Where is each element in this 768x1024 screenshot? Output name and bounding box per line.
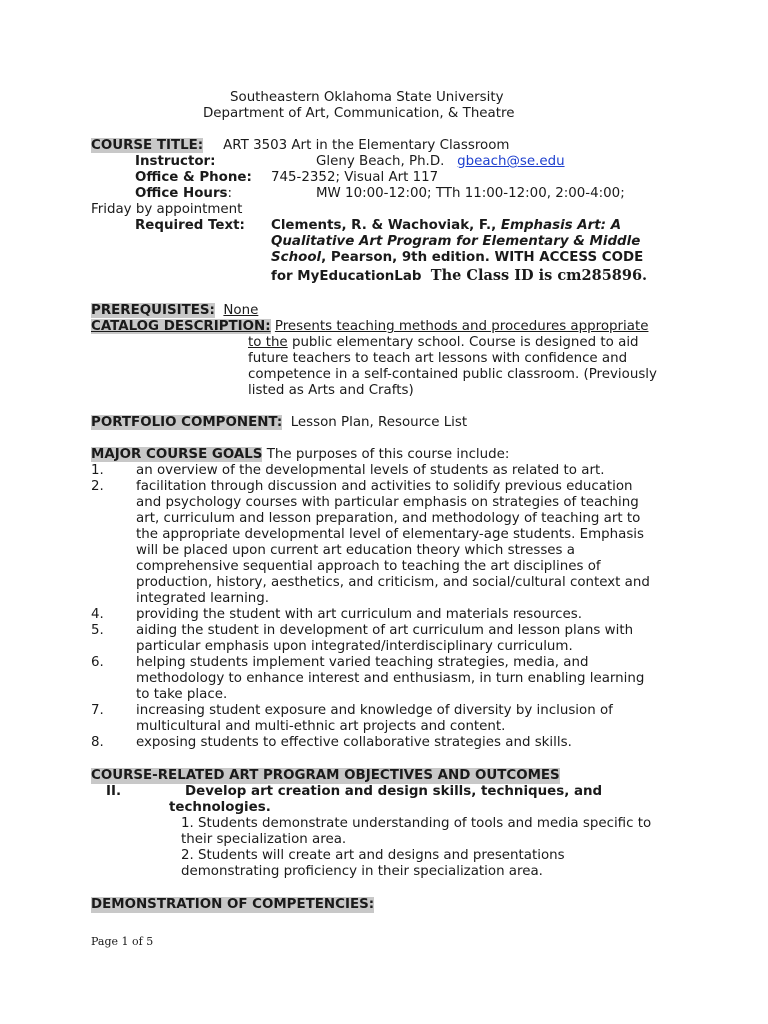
objectives-roman: II. (106, 784, 122, 799)
catalog-line-2a: to the (248, 335, 288, 350)
outcome-line: demonstrating proficiency in their specialization area. (181, 864, 543, 879)
goal-line: aiding the student in development of art curriculum and lesson plans with (136, 623, 634, 638)
goal-number: 6. (91, 655, 104, 670)
catalog-line-3: future teachers to teach art lessons with confidence and (248, 351, 628, 366)
hours-label: Office Hours (135, 186, 228, 201)
hours-colon: : (227, 186, 233, 201)
university-name: Southeastern Oklahoma State University (230, 90, 504, 105)
catalog-line-2b: public elementary school. Course is designed to aid (287, 335, 639, 350)
required-text-line-1 (271, 218, 621, 234)
objectives-label: COURSE-RELATED ART PROGRAM OBJECTIVES AND OUTCOMES (91, 768, 560, 783)
required-text-label: Required Text: (135, 218, 245, 233)
page-number: Page 1 of 5 (91, 935, 154, 948)
catalog-line-1: Presents teaching methods and procedures appropriate (274, 319, 649, 334)
text-book-title-c: School (271, 250, 322, 265)
catalog-row (91, 319, 648, 335)
office-value: 745-2352; Visual Art 117 (271, 170, 439, 185)
portfolio-value: Lesson Plan, Resource List (290, 415, 468, 430)
text-book-title-a: Emphasis Art: A (500, 218, 622, 233)
objectives-heading-b: technologies. (169, 800, 271, 815)
goal-line: production, history, aesthetics, and criticism, and social/cultural context and (136, 575, 650, 590)
goal-line: facilitation through discussion and activities to solidify previous education (136, 479, 633, 494)
portfolio-row (91, 415, 467, 431)
department-name: Department of Art, Communication, & Theatre (203, 106, 515, 121)
outcome-line: their specialization area. (181, 832, 347, 847)
goal-line: to take place. (136, 687, 228, 702)
goal-number: 2. (91, 479, 104, 494)
outcome-line: 2. Students will create art and designs and presentations (181, 848, 565, 863)
goal-line: an overview of the developmental levels of students as related to art. (136, 463, 605, 478)
catalog-line-5: listed as Arts and Crafts) (248, 383, 414, 398)
class-id: The Class ID is cm285896. (430, 267, 648, 284)
hours-label-row (135, 186, 232, 202)
text-publisher: , Pearson, 9th edition. WITH ACCESS CODE (321, 250, 644, 265)
hours-continuation: Friday by appointment (91, 202, 243, 217)
text-book-title-b: Qualitative Art Program for Elementary & Middle (271, 234, 641, 249)
goal-line: will be placed upon current art education theory which stresses a (136, 543, 575, 558)
goals-intro: The purposes of this course include: (262, 447, 510, 462)
goal-line: art, curriculum and lesson preparation, and methodology of teaching art to (136, 511, 641, 526)
instructor-row (316, 154, 565, 170)
text-authors: Clements, R. & Wachoviak, F., (271, 218, 501, 233)
prerequisites-row (91, 303, 258, 319)
goal-line: multicultural and multi-ethnic art projects and content. (136, 719, 506, 734)
course-title-row (91, 138, 509, 154)
catalog-line-4: competence in a self-contained public classroom. (Previously (248, 367, 657, 382)
goal-number: 4. (91, 607, 104, 622)
goal-number: 8. (91, 735, 104, 750)
goal-line: helping students implement varied teaching strategies, media, and (136, 655, 589, 670)
objectives-heading-a: Develop art creation and design skills, techniques, and (185, 784, 603, 799)
goal-number: 7. (91, 703, 104, 718)
goal-line: increasing student exposure and knowledge of diversity by inclusion of (136, 703, 613, 718)
goal-line: particular emphasis upon integrated/interdisciplinary curriculum. (136, 639, 573, 654)
competencies-label: DEMONSTRATION OF COMPETENCIES: (91, 897, 375, 912)
goal-line: methodology to enhance interest and enthusiasm, in turn enabling learning (136, 671, 645, 686)
prerequisites-value: None (223, 303, 259, 318)
instructor-label: Instructor: (135, 154, 216, 169)
goal-line: comprehensive sequential approach to teaching the art disciplines of (136, 559, 601, 574)
goal-number: 1. (91, 463, 104, 478)
hours-value: MW 10:00-12:00; TTh 11:00-12:00, 2:00-4:00; (316, 186, 625, 201)
required-text-line-3 (271, 250, 643, 266)
required-text-line-4 (271, 268, 647, 285)
office-label: Office & Phone: (135, 170, 252, 185)
goals-label: MAJOR COURSE GOALS (91, 447, 263, 462)
catalog-label: CATALOG DESCRIPTION: (91, 319, 271, 334)
goal-line: and psychology courses with particular emphasis on strategies of teaching (136, 495, 639, 510)
outcome-line: 1. Students demonstrate understanding of tools and media specific to (181, 816, 652, 831)
instructor-name: Gleny Beach, Ph.D. (316, 154, 445, 169)
portfolio-label: PORTFOLIO COMPONENT: (91, 415, 283, 430)
goal-number: 5. (91, 623, 104, 638)
text-access: for MyEducationLab (271, 269, 422, 284)
goal-line: the appropriate developmental level of elementary-age students. Emphasis (136, 527, 644, 542)
goal-line: exposing students to effective collaborative strategies and skills. (136, 735, 572, 750)
instructor-email-link[interactable]: gbeach@se.edu (457, 154, 565, 169)
catalog-row-2 (248, 335, 639, 351)
goal-line: integrated learning. (136, 591, 270, 606)
goals-row (91, 447, 509, 463)
course-title-label: COURSE TITLE: (91, 138, 204, 153)
goal-line: providing the student with art curriculum and materials resources. (136, 607, 582, 622)
course-title-value: ART 3503 Art in the Elementary Classroom (223, 138, 510, 153)
prerequisites-label: PREREQUISITES: (91, 303, 215, 318)
